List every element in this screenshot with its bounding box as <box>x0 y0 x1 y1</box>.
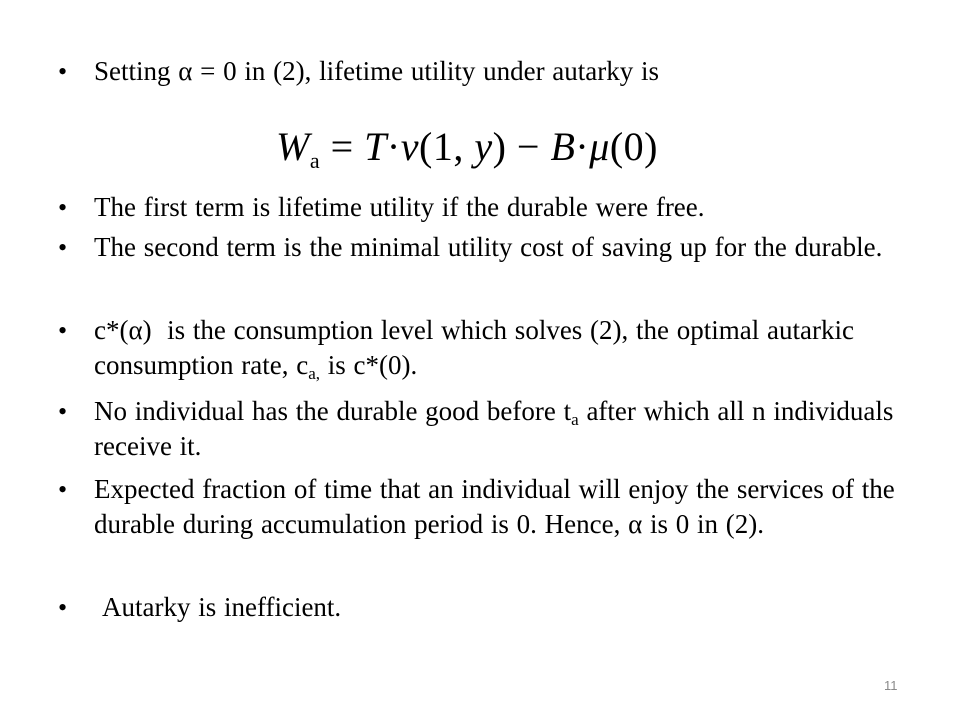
formula-mu: μ <box>589 124 610 169</box>
formula-close: ) <box>492 124 507 169</box>
autarky-utility-formula <box>276 122 658 172</box>
formula-T: T <box>364 124 387 169</box>
bullet-2 <box>58 190 898 225</box>
formula-B: B <box>550 124 576 169</box>
page-number: 11 <box>884 678 898 693</box>
formula-dot-2: · <box>575 124 590 169</box>
bullet-3 <box>58 230 898 265</box>
bullet-dot: • <box>58 233 68 262</box>
formula-dot-1: · <box>386 124 401 169</box>
formula-W: W <box>276 124 310 169</box>
formula-zero: (0) <box>609 124 658 169</box>
bullet-2-text: The first term is lifetime utility if the durable were free. <box>94 192 705 222</box>
bullet-5 <box>58 394 902 464</box>
bullet-7-text: Autarky is inefficient. <box>102 592 342 622</box>
bullet-4-text-a: c*(α) is the consumption level which solves (2), the optimal autarkic consumption rate, c <box>94 315 862 380</box>
bullet-dot: • <box>58 593 68 622</box>
formula-args: (1, <box>419 124 475 169</box>
bullet-dot: • <box>58 316 68 345</box>
bullet-6 <box>58 472 898 542</box>
formula-v: v <box>400 124 419 169</box>
formula-y: y <box>474 124 493 169</box>
bullet-dot: • <box>58 397 68 426</box>
bullet-5-subscript: a <box>571 410 579 429</box>
formula-equals: = <box>320 124 365 169</box>
bullet-dot: • <box>58 57 68 86</box>
formula-subscript: a <box>309 148 321 173</box>
bullet-4-text <box>94 313 898 383</box>
bullet-1 <box>58 54 898 89</box>
bullet-4-subscript: a, <box>308 364 320 383</box>
bullet-dot: • <box>58 475 68 504</box>
bullet-5-text-b: after which all n individuals receive it. <box>94 396 902 461</box>
bullet-dot: • <box>58 193 68 222</box>
bullet-4 <box>58 313 898 383</box>
bullet-3-text: The second term is the minimal utility cost of saving up for the durable. <box>94 232 883 262</box>
bullet-5-text-a: No individual has the durable good before t <box>94 396 572 426</box>
bullet-6-text: Expected fraction of time that an individual will enjoy the services of the durable during accumulation period is 0. Hence, α is 0 in (2). <box>94 474 895 539</box>
bullet-5-text <box>94 394 902 464</box>
bullet-1-text: Setting α = 0 in (2), lifetime utility under autarky is <box>94 56 660 86</box>
bullet-7 <box>58 590 898 625</box>
bullet-4-text-b: is c*(0). <box>320 350 418 380</box>
formula-minus: − <box>506 124 551 169</box>
